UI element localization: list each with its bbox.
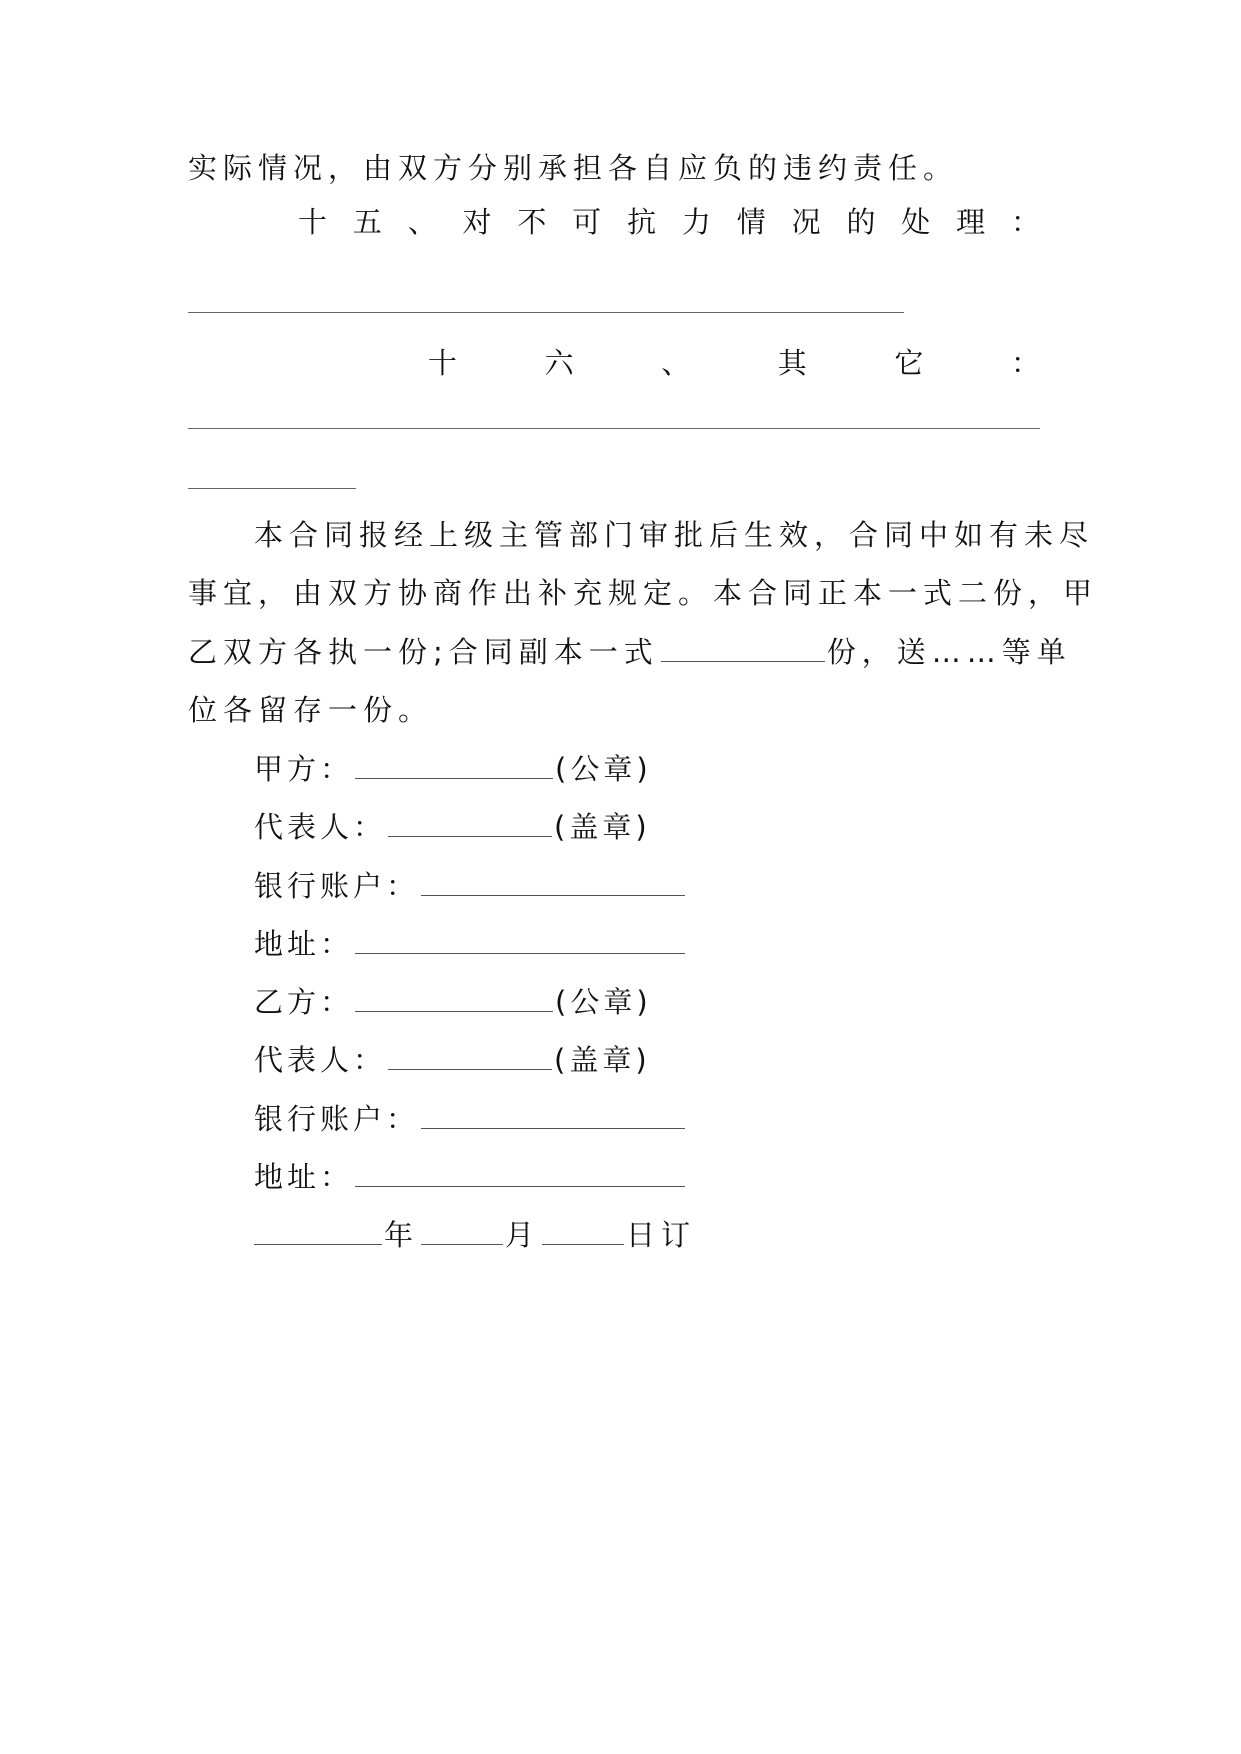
char: 力 [681, 205, 711, 239]
fill-in-line [188, 488, 356, 489]
signing-date-row: 年 月 日订 [254, 1215, 696, 1255]
party-b-bank-blank [421, 1102, 685, 1129]
party-b-name-blank [355, 985, 553, 1012]
party-b-bank-row: 银行账户： [254, 1099, 687, 1139]
party-a-name-blank [355, 752, 553, 779]
char: 六 [544, 346, 574, 380]
text-line: 事宜，由双方协商作出补充规定。本合同正本一式二份，甲 [188, 576, 1099, 610]
party-b-name-row: 乙方： (公章) [254, 985, 652, 1019]
party-b-rep-blank [388, 1043, 552, 1070]
copies-blank [661, 635, 825, 662]
party-a-name-row: 甲方： (公章) [254, 752, 652, 786]
text-line: 本合同报经上级主管部门审批后生效，合同中如有未尽 [254, 518, 1095, 552]
char: 五 [352, 205, 382, 239]
party-a-rep-row: 代表人： (盖章) [254, 810, 651, 844]
char: 其 [777, 346, 807, 380]
day-blank [542, 1218, 624, 1245]
party-a-bank-blank [421, 869, 685, 896]
char: 不 [517, 205, 547, 239]
clause-15-heading [298, 202, 1040, 242]
char: ： [1010, 346, 1040, 380]
char: 、 [661, 346, 691, 380]
month-blank [421, 1218, 503, 1245]
char: 可 [572, 205, 602, 239]
party-b-address-blank [355, 1160, 685, 1187]
char: 理 [956, 205, 986, 239]
char: ： [1010, 205, 1040, 239]
char: 处 [901, 205, 931, 239]
party-a-bank-row: 银行账户： [254, 866, 687, 906]
char: 情 [736, 205, 766, 239]
year-blank [254, 1218, 382, 1245]
char: 对 [462, 205, 492, 239]
text-line: 位各留存一份。 [188, 693, 434, 727]
fill-in-line [188, 428, 1040, 429]
char: 十 [428, 346, 458, 380]
char: 它 [894, 346, 924, 380]
party-a-address-row: 地址： [254, 924, 687, 964]
party-b-address-row: 地址： [254, 1157, 687, 1197]
text-line: 乙双方各执一份;合同副本一式 份，送……等单 [188, 635, 1072, 669]
party-a-rep-blank [388, 810, 552, 837]
char: 十 [298, 205, 328, 239]
char: 况 [791, 205, 821, 239]
fill-in-line [188, 312, 904, 313]
party-b-rep-row: 代表人： (盖章) [254, 1043, 651, 1077]
char: 抗 [627, 205, 657, 239]
char: 、 [407, 205, 437, 239]
text-line: 实际情况，由双方分别承担各自应负的违约责任。 [188, 151, 959, 185]
char: 的 [846, 205, 876, 239]
party-a-address-blank [355, 927, 685, 954]
clause-16-heading [428, 343, 1040, 383]
